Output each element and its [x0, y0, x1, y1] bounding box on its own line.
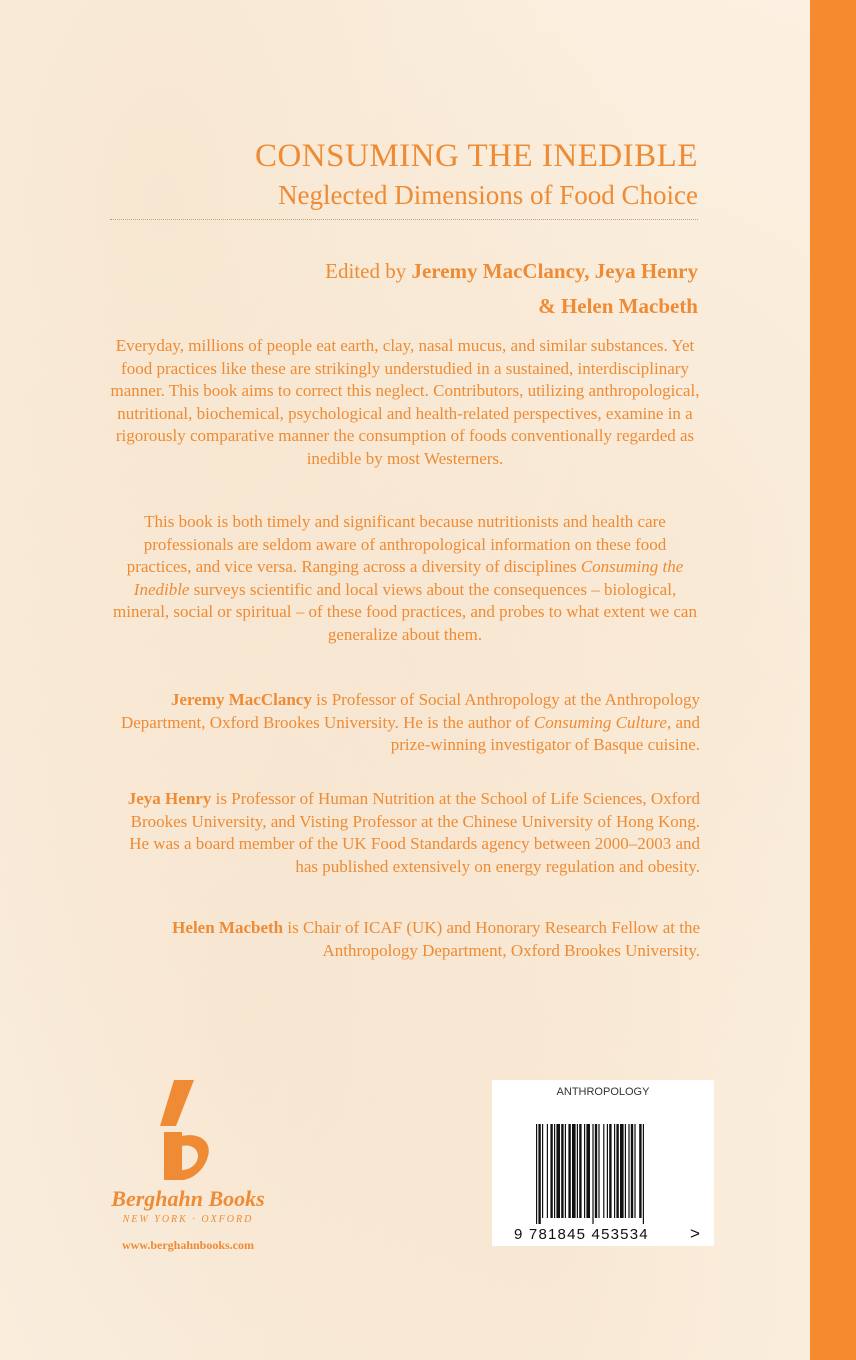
blurb-p2-before: This book is both timely and significant because nutritionists and health care professionals are seldom aware of anthropological information on these food practices, and vice versa. Ranging across a diversity of disciplines [126, 512, 667, 577]
barcode-bar [595, 1124, 597, 1218]
bio-name-macclancy: Jeremy MacClancy [171, 690, 312, 709]
bio-macbeth [110, 917, 700, 962]
publisher-url: www.berghahnbooks.com [121, 1238, 255, 1252]
blurb-paragraph-1: Everyday, millions of people eat earth, clay, nasal mucus, and similar substances. Yet food practices like these are strikingly understudied in a sustained, interdisciplinary manner. This book aims to correct this neglect. Contributors, utilizing anthropological, nutritional, biochemical, psychological and health-related perspectives, examine in a rigorously comparative manner the consumption of foods conventionally regarded as inedible by most Westerners. [110, 336, 700, 468]
barcode-bar [561, 1124, 563, 1218]
bio-macclancy [110, 689, 700, 757]
category-label: ANTHROPOLOGY [556, 1086, 650, 1098]
editor-name-1: Jeremy MacClancy, [411, 259, 590, 283]
barcode-bar [542, 1124, 543, 1218]
book-title: CONSUMING THE INEDIBLE [254, 138, 698, 174]
barcode-bar [607, 1124, 608, 1218]
barcode-bar [586, 1124, 590, 1218]
barcode-bar [625, 1124, 626, 1218]
isbn-digits: 9 781845 453534 [514, 1226, 649, 1243]
barcode-bar [538, 1124, 540, 1224]
editors-ampersand: & [538, 294, 556, 318]
barcode-bar [643, 1124, 644, 1224]
barcode-bar [536, 1124, 537, 1224]
barcode-bar [572, 1124, 576, 1218]
barcode-bar [579, 1124, 581, 1218]
barcode-bar [584, 1124, 585, 1218]
barcode-bar [634, 1124, 635, 1218]
barcode-bar [568, 1124, 570, 1218]
barcode-bar [609, 1124, 611, 1218]
editors-line-2 [138, 289, 698, 324]
barcode-arrow-icon: > [690, 1224, 700, 1243]
bio-name-macbeth: Helen Macbeth [172, 918, 284, 937]
barcode-bar [592, 1124, 593, 1224]
blurb-paragraph-2 [110, 511, 700, 647]
barcode-bar [556, 1124, 560, 1218]
editors-prefix: Edited by [325, 259, 407, 283]
spine-strip [810, 0, 856, 1360]
bio-text-henry: is Professor of Human Nutrition at the School of Life Sciences, Oxford Brookes University, and Visting Professor at the Chinese University of Hong Kong. He was a board member of the UK Food Standards agency between 2000–2003 and has published extensively on energy regulation and obesity. [129, 789, 700, 876]
publisher-name: Berghahn Books [111, 1186, 265, 1211]
barcode-bar [577, 1124, 578, 1218]
editor-name-3: Helen Macbeth [560, 294, 698, 318]
barcode-bar [598, 1124, 599, 1218]
publisher-logo-icon [160, 1080, 212, 1180]
barcode-bar [614, 1124, 615, 1218]
bio-text-macclancy-after: , and prize-winning investigator of Basque cuisine. [390, 712, 700, 755]
blurb-p2-after: surveys scientific and local views about the consequences – biological, mineral, social or spiritual – of these food practices, and probes to what extent we can generalize about them. [113, 579, 697, 644]
dotted-divider [110, 219, 698, 220]
barcode-bar [620, 1124, 624, 1218]
editors-credit [138, 254, 698, 324]
barcode-bar [628, 1124, 629, 1218]
bio-book-title-italic: Consuming Culture [533, 712, 667, 732]
barcode-bar [639, 1124, 641, 1218]
barcode-panel [492, 1080, 714, 1246]
publisher-cities: NEW YORK · OXFORD [122, 1214, 254, 1225]
barcode-bar [550, 1124, 552, 1218]
book-subtitle: Neglected Dimensions of Food Choice [278, 180, 698, 210]
editors-line-1 [138, 254, 698, 289]
blurb-p2-title-italic: Consuming the Inedible [133, 557, 684, 599]
bio-text-macclancy-before: is Professor of Social Anthropology at the Anthropology Department, Oxford Brookes University. He is the author of [120, 690, 700, 732]
editor-name-2: Jeya Henry [594, 259, 698, 283]
barcode-bar [565, 1124, 566, 1218]
bio-text-macbeth: is Chair of ICAF (UK) and Honorary Research Fellow at the Anthropology Department, Oxford Brookes University. [287, 918, 700, 960]
barcode-bar [547, 1124, 548, 1218]
bio-name-henry: Jeya Henry [127, 789, 212, 808]
isbn-barcode [536, 1124, 680, 1224]
barcode-bar [631, 1124, 633, 1218]
bio-henry [110, 788, 700, 878]
barcode-bar [603, 1124, 604, 1218]
barcode-bar [616, 1124, 618, 1218]
barcode-bar [554, 1124, 555, 1218]
